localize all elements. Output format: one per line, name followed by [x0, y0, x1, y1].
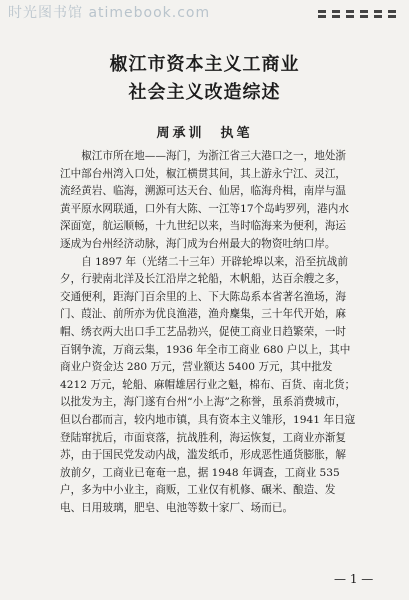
paragraph-2: 自 1897 年（光绪二十三年）开辟轮埠以来，沿至抗战前夕，行驶南北洋及长江沿岸之轮船，木帆船，达百余艘之多，交通便利，距海门百余里的上、下大陈岛系本省著名渔场，海门、葭沚、前所亦为优良渔港，渔舟麇集，三十年代开始，麻帽、绣衣两大出口手工艺品勃兴，促使工商业日趋繁荣，一时百钢争流，万商云集，1936 年全市工商业 680 户以上，其中商业户资金达 280 万元，营业额达 5400 万元，其中批发 4212 万元，轮船、麻帽雄居行业之魁，棉布、百货、南北货；以批发为主，海门遂有台州“小上海”之称誉，虽系消费城市，但以台郡而言，较内地市镇，具有资本主义雏形，1941 年日寇登陆窜扰后，市面衰落，抗战胜利，海运恢复，工商业亦渐复苏，由于国民党发动内战，滥发纸币，形成恶性通货膨胀，解放前夕，工商业已奄奄一息，据 1948 年调查，工商业 535 户，多为中小业主，商贩，工业仅有机修、碾米、酿造、发电、日用玻璃，肥皂、电池等数十家厂、场而已。: [60, 255, 356, 514]
corner-marks: 〓〓〓〓〓〓: [317, 10, 401, 21]
paragraph-1: 椒江市所在地——海门，为浙江省三大港口之一，地处浙江中部台州湾入口处，椒江横贯其间，其上游永宁江、灵江，流经黄岩、临海，溯源可达天台、仙居，临海舟楫，南岸与温黄平原水网联通，口外有大陈、一江等17个岛屿罗列，港内水深面宽，航运顺畅，十九世纪以来，当时临海来为便利，海运逐成为台州经济动脉，海门成为台州最大的物资吐纳口岸。: [60, 150, 349, 250]
page-number: — 1 —: [330, 572, 377, 586]
page-title-line-2: 社会主义改造综述: [128, 82, 281, 103]
author-byline: 周承训 执笔: [156, 126, 253, 141]
page-title-line-1: 椒江市资本主义工商业: [109, 54, 300, 75]
article-body: [60, 148, 356, 517]
watermark-text: 时光图书馆 atimebook.com: [8, 5, 211, 21]
